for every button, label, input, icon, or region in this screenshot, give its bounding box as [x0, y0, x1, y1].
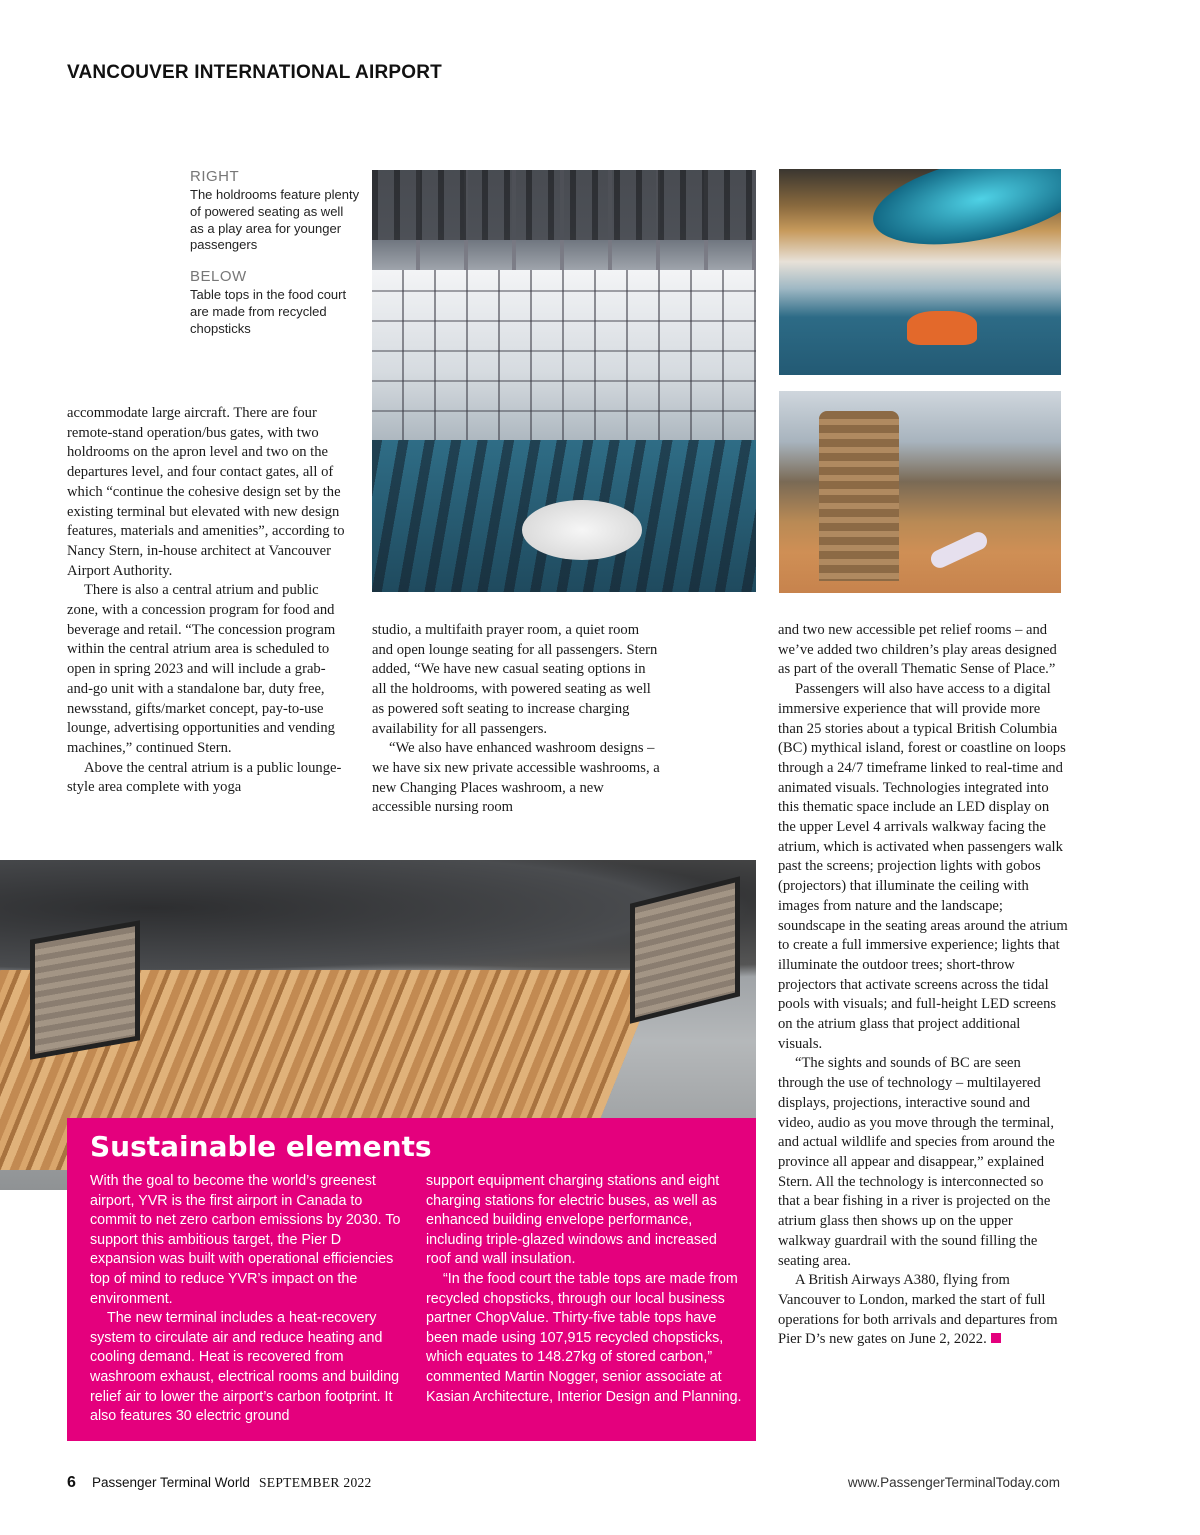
paragraph: “The sights and sounds of BC are seen through the use of technology – multilayered displays, projections, interactive sound and video, audio as you move through the terminal, and actual wildlife and species from around the province all appear and disappear,” explained Stern. All the technology is interconnected so that a bear fishing in a river is projected on the atrium glass then shows up on the upper walkway guardrail with the sound filling the seating area. — [778, 1055, 1055, 1269]
article-column-2 — [372, 621, 662, 818]
paragraph: and two new accessible pet relief rooms – and we’ve added two children’s play areas designed as part of the overall Thematic Sense of Place.” — [778, 622, 1057, 678]
issue-date: SEPTEMBER 2022 — [259, 1475, 372, 1490]
caption-right — [190, 168, 360, 254]
paragraph: The new terminal includes a heat-recovery system to circulate air and reduce heating and cooling demand. Heat is recovered from washroom exhaust, electrical rooms and building relief air to lower the airport’s carbon footprint. It also features 30 electric ground — [90, 1310, 400, 1425]
paragraph: Passengers will also have access to a digital immersive experience that will provide more than 25 stories about a typical British Columbia (BC) mythical island, forest or coastline on loops through a 24/7 timeframe linked to real-time and animated visuals. Technologies integrated into this thematic space include an LED display on the upper Level 4 arrivals walkway facing the atrium, which is activated when passengers walk past the screens; projection lights with gobos (projectors) that illuminate the ceiling with images from nature and the landscape; soundscape in the seating areas around the atrium to create a full immersive experience; lights that illuminate the outdoor trees; short-throw projectors that activate screens across the tidal pools with visuals; and full-height LED screens on the atrium glass that project additional visuals. — [778, 681, 1068, 1052]
website-link[interactable]: www.PassengerTerminalToday.com — [847, 1475, 1060, 1490]
paragraph: There is also a central atrium and public zone, with a concession program for food and beverage and retail. “The concession program within the central atrium area is scheduled to open in spring 2023 and will include a grab-and-go unit with a standalone bar, duty free, newsstand, gifts/market concept, pay-to-use lounge, advertising opportunities and vending machines,” continued Stern. — [67, 582, 336, 756]
publication-name: Passenger Terminal World — [92, 1475, 250, 1490]
end-mark-icon — [991, 1333, 1001, 1343]
paragraph-text: A British Airways A380, flying from Vancouver to London, marked the start of full operations for both arrivals and departures from Pier D’s new gates on June 2, 2022. — [778, 1272, 1058, 1348]
caption-text: The holdrooms feature plenty of powered seating as well as a play area for younger passengers — [190, 187, 360, 253]
paragraph: “We also have enhanced washroom designs – we have six new private accessible washrooms, a new Changing Places washroom, a new accessible nursing room — [372, 740, 660, 816]
sidebar-column-2 — [426, 1172, 742, 1407]
caption-label: RIGHT — [190, 168, 240, 185]
sidebar-column-1 — [90, 1172, 410, 1427]
paragraph: studio, a multifaith prayer room, a quiet room and open lounge seating for all passengers. Stern added, “We have new casual seating options in all the holdrooms, with powered seating as well as powered soft seating to increase charging availability for all passengers. — [372, 622, 658, 737]
holdroom-seating-photo — [779, 169, 1061, 375]
paragraph: accommodate large aircraft. There are four remote-stand operation/bus gates, with two holdrooms on the apron level and two on the departures level, and four contact gates, all of which “continue the cohesive design set by the existing terminal but elevated with new design features, materials and amenities”, according to Nancy Stern, in-house architect at Vancouver Airport Authority. — [67, 405, 345, 579]
paragraph: With the goal to become the world’s greenest airport, YVR is the first airport in Canada to commit to net zero carbon emissions by 2030. To support this ambitious target, the Pier D expansion was built with operational efficiencies top of mind to reduce YVR’s impact on the environment. — [90, 1173, 401, 1307]
caption-below — [190, 268, 360, 337]
paragraph: “In the food court the table tops are made from recycled chopsticks, through our local business partner ChopValue. Thirty-five table tops have been made using 107,915 recycled chopsticks, which equates to 148.27kg of stored carbon,” commented Martin Nogger, senior associate at Kasian Architecture, Interior Design and Planning. — [426, 1270, 742, 1405]
article-column-3 — [778, 621, 1068, 1350]
paragraph: Above the central atrium is a public lounge-style area complete with yoga — [67, 759, 342, 796]
childrens-play-area-photo — [779, 391, 1061, 593]
caption-label: BELOW — [190, 268, 247, 285]
caption-text: Table tops in the food court are made from recycled chopsticks — [190, 287, 347, 336]
page-number: 6 — [67, 1474, 76, 1491]
section-title: VANCOUVER INTERNATIONAL AIRPORT — [67, 62, 442, 83]
sidebar-title: Sustainable elements — [90, 1130, 432, 1163]
paragraph — [778, 1271, 1068, 1350]
holdroom-photo — [372, 170, 756, 592]
article-column-1 — [67, 404, 349, 798]
paragraph: support equipment charging stations and eight charging stations for electric buses, as well as enhanced building envelope performance, including triple-glazed windows and increased roof and wall insulation. — [426, 1173, 720, 1268]
